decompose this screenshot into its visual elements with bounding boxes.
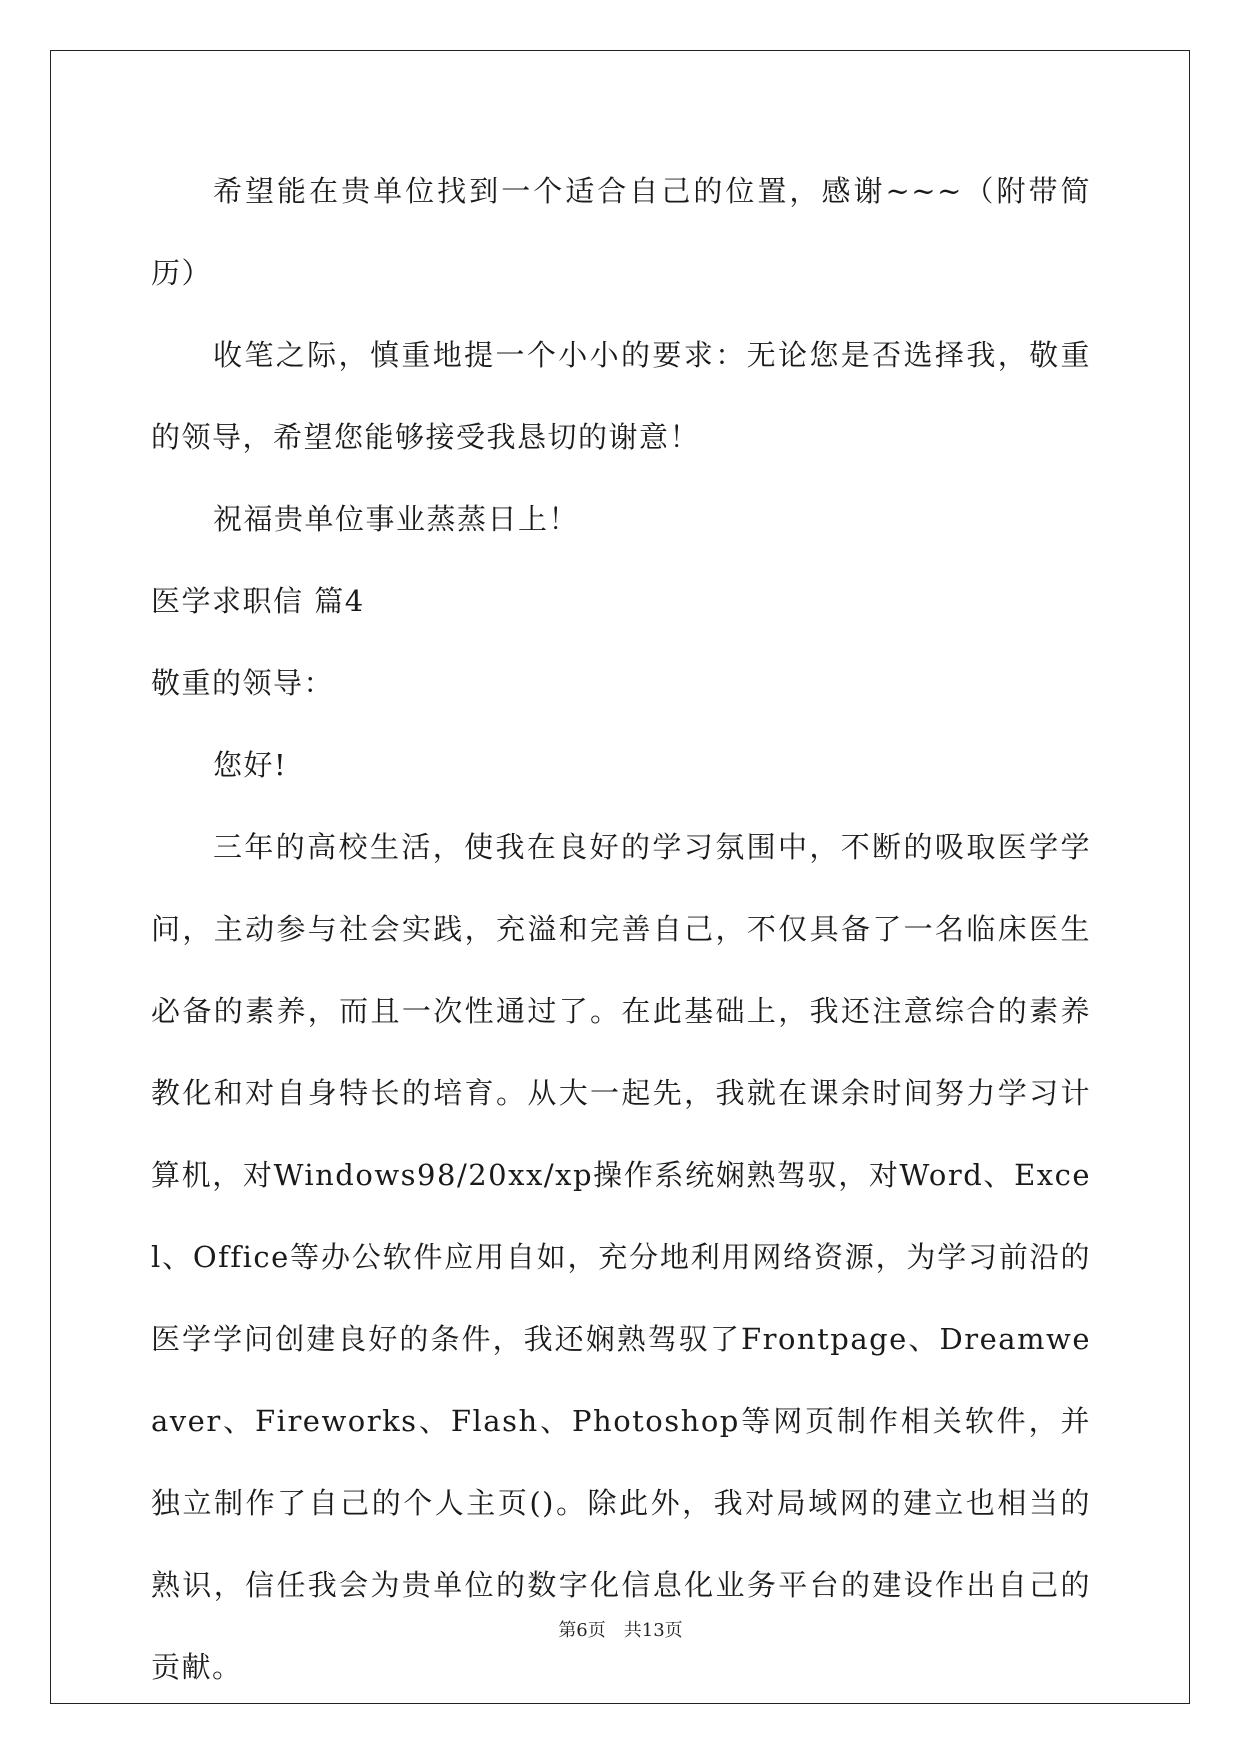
page-total: 共13页 xyxy=(623,1620,683,1641)
document-body xyxy=(151,150,1091,1708)
paragraph-request: 收笔之际，慎重地提一个小小的要求：无论您是否选择我，敬重的领导，希望您能够接受我恳切的谢意！ xyxy=(151,338,1091,454)
paragraph-body: 三年的高校生活，使我在良好的学习氛围中，不断的吸取医学学问，主动参与社会实践，充溢和完善自己，不仅具备了一名临床医生必备的素养，而且一次性通过了。在此基础上，我还注意综合的素养教化和对自身特长的培育。从大一起先，我就在课余时间努力学习计算机，对Windows98/20xx/xp操作系统娴熟驾驭，对Word、Excel、Office等办公软件应用自如，充分地利用网络资源，为学习前沿的医学学问创建良好的条件，我还娴熟驾驭了Frontpage、Dreamweaver、Fireworks、Flash、Photoshop等网页制作相关软件，并独立制作了自己的个人主页()。除此外，我对局域网的建立也相当的熟识，信任我会为贵单位的数字化信息化业务平台的建设作出自己的贡献。 xyxy=(151,830,1091,1684)
paragraph-blessing: 祝福贵单位事业蒸蒸日上！ xyxy=(213,502,580,536)
section-heading: 医学求职信 篇4 xyxy=(151,584,365,618)
page-footer xyxy=(0,1616,1241,1642)
paragraph-hope: 希望能在贵单位找到一个适合自己的位置，感谢~~~（附带简历） xyxy=(151,174,1091,290)
salutation: 敬重的领导： xyxy=(151,666,335,700)
page-number: 第6页 xyxy=(558,1620,606,1641)
greeting: 您好! xyxy=(213,748,288,782)
